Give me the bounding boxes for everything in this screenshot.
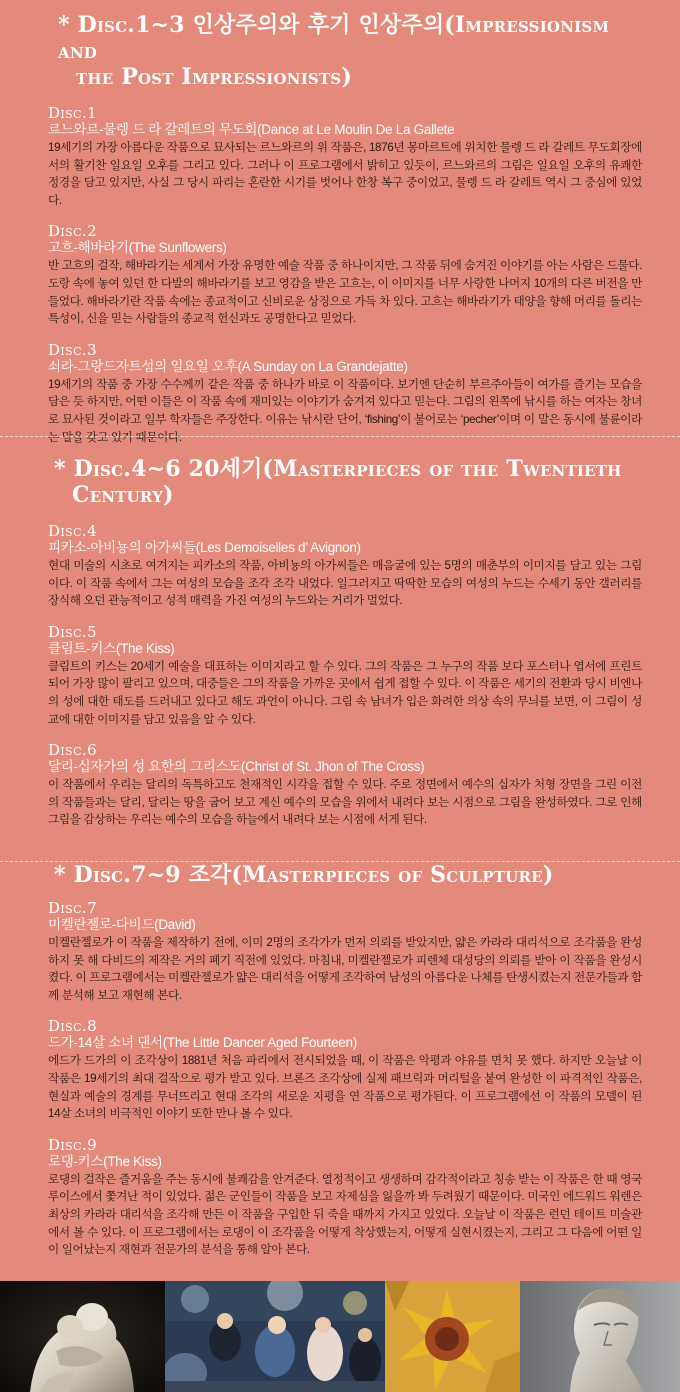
disc-item: [48, 223, 642, 327]
disc-item: [48, 342, 642, 446]
disc-label: Disc.4: [48, 522, 98, 540]
section-title-line1: * Disc.4~6 20세기(Masterpieces of the Twentieth: [54, 456, 622, 482]
artwork-image-strip: [0, 1281, 680, 1392]
artwork-description: 에드가 드가의 이 조각상이 1881년 처음 파리에서 전시되었을 때, 이 작품은 악평과 야유를 면치 못 했다. 하지만 오늘날 이 작품은 19세기의 최대 걸작으로 평가 받고 있다. 브론즈 조각상에 실제 패브릭과 머리털을 붙여 완성한 이 파격적인 작품은, 현실과 예술의 경계를 무너뜨리고 현대 조각의 새로운 지평을 연 작품으로 평가된다. 이 프로그램에선 이 작품의 모델이 된 14살 소녀의 비극적인 이야기 또한 만나 볼 수 있다.: [48, 1054, 642, 1121]
disc-label: Disc.2: [48, 222, 98, 241]
disc-item: [48, 900, 642, 1004]
artwork-title: 드가-14살 소녀 댄서(The Little Dancer Aged Fourteen): [48, 1035, 357, 1051]
artwork-title: 피카소-아비뇽의 아가씨들(Les Demoiselles d’ Avignon): [48, 540, 361, 555]
section-title-line1: * Disc.7~9 조각(Masterpieces of Sculpture): [54, 862, 554, 888]
disc-label: Disc.1: [48, 104, 98, 122]
disc-label: Disc.7: [48, 899, 98, 917]
section-sculpture: [0, 862, 680, 1259]
disc-label: Disc.6: [48, 741, 98, 760]
artwork-description: 19세기의 가장 아름다운 작품으로 묘사되는 르느와르의 위 작품은, 1876년 몽마르트에 위치한 물렝 드 라 갈레트 무도회장에서의 활기찬 일요일 오후를 그리고 있다. 그러나 이 프로그램에서 밝히고 있듯이, 르느와르의 그림은 일요일 오후의 유쾌한 정경을 담고 있지만, 사실 그 당시 파리는 혼란한 시기를 벗어나 한창 복구 중이었고, 물렝 드 라 갈레트 역시 그 중심에 있었다.: [48, 141, 642, 207]
section-impressionism: [0, 12, 680, 446]
michelangelo-david-image: [520, 1281, 680, 1392]
section-divider: [0, 436, 680, 437]
artwork-description: 클림트의 키스는 20세기 예술을 대표하는 이미지라고 할 수 있다. 그의 작품은 그 누구의 작품 보다 포스터나 엽서에 프린트 되어 가장 많이 팔리고 있으며, 대중들은 그의 작품을 가까운 곳에서 쉽게 접할 수 있다. 이 작품은 세기의 전환과 당시 비엔나의 성에 대한 태도를 드러내고 있다고 해도 과언이 아니다. 그림 속 남녀가 입은 화려한 의상 속의 무늬를 보면, 이 그림이 성교에 대한 이미지를 담고 있음을 알 수 있다.: [48, 659, 642, 726]
van-gogh-sunflowers-painting: [385, 1281, 520, 1392]
artwork-title: 고흐-해바라기(The Sunflowers): [48, 240, 227, 256]
rodin-kiss-image: [0, 1281, 165, 1392]
artwork-title: 달리-십자가의 성 요한의 그리스도(Christ of St. Jhon of The Cross): [48, 759, 425, 775]
artwork-title: 쇠라-그랑드자트섬의 일요일 오후(A Sunday on La Grandejatte): [48, 358, 408, 374]
artwork-description: 반 고흐의 걸작, 해바라기는 세계서 가장 유명한 예술 작품 중 하나이지만, 그 작품 뒤에 숨겨진 이야기를 아는 사람은 드물다. 도랑 속에 놓여 있던 한 다발의 해바라기를 보고 영감을 받은 고흐는, 이 이미지를 너무 사랑한 나머지 10개의 다른 버전을 만들었다. 해바라기란 작품 속에는 종교적이고 신비로운 상징으로 가득 차 있다. 고흐는 해바라기가 태양을 향해 머리를 돌리는 특성이, 신을 믿는 사람들의 종교적 헌신과도 공명한다고 믿었다.: [48, 259, 642, 326]
van-gogh-sunflowers-image: [385, 1281, 520, 1392]
section-title-line2: Century): [72, 482, 174, 508]
disc-item: [48, 1137, 642, 1259]
section-title-line1: * Disc.1~3 인상주의와 후기 인상주의(Impressionism and: [58, 12, 610, 64]
rodin-kiss-sculpture: [0, 1281, 165, 1392]
artwork-title: 로댕-키스(The Kiss): [48, 1153, 162, 1169]
artwork-description: 19세기의 작품 중 가장 수수께끼 같은 작품 중 하나가 바로 이 작품이다. 보기엔 단순히 부르주아들이 여가를 즐기는 모습을 담은 듯 하지만, 어떤 이들은 이 작품 속에 재미있는 이야기가 숨겨져 있다고 믿는다. 그림의 왼쪽에 낚시를 하는 여자는 창녀로 묘사된 것이라고 일부 학자들은 주장한다. 이유는 낚시란 단어, ‘fishing’이 불어로는 ‘pecher’이며 이 말은 동시에 불륜이라는 말을 갖고 있기 때문이다.: [48, 377, 642, 444]
disc-item: [48, 624, 642, 728]
artwork-title: 클림트-키스(The Kiss): [48, 640, 175, 656]
disc-label: Disc.3: [48, 340, 98, 359]
section-title: [48, 456, 642, 508]
disc-item: [48, 105, 642, 209]
section-title: [48, 12, 642, 90]
section-title-line2: the Post Impressionists): [76, 64, 352, 90]
artwork-description: 이 작품에서 우리는 달리의 독특하고도 천재적인 시각을 접할 수 있다. 주로 정면에서 예수의 십자가 처형 장면을 그린 이전의 작품들과는 달리, 달리는 땅을 굽어 보고 계신 예수의 모습을 위에서 내려다 보는 시점으로 그림을 완성하였다. 그로 인해 그림을 감상하는 우리는 예수의 모습을 하늘에서 내려다 보는 시점에 서게 된다.: [48, 778, 642, 827]
artwork-description: 현대 미술의 시초로 여겨지는 피카소의 작품, 아비뇽의 아가씨들은 매음굴에 있는 5명의 매춘부의 이미지를 담고 있는 그림이다. 이 작품 속에서 그는 여성의 모습을 조각 조각 내었다. 일그러지고 딱딱한 모습의 여성의 누드는 수세기 동안 갤러리를 장식해 오던 관능적이고 성적 매력을 가진 여성의 누드와는 거리가 멀었다.: [48, 559, 642, 608]
disc-item: [48, 523, 642, 610]
artwork-title: 미켈란젤로-다비드(David): [48, 917, 196, 932]
renoir-moulin-image: [165, 1281, 385, 1392]
section-twentieth-century: [0, 456, 680, 829]
michelangelo-david-sculpture: [520, 1281, 680, 1392]
disc-item: [48, 1018, 642, 1122]
disc-item: [48, 742, 642, 829]
disc-label: Disc.5: [48, 622, 98, 641]
artwork-title: 르느와르-물렝 드 라 갈레트의 무도회(Dance at Le Moulin De La Gallete: [48, 122, 455, 137]
disc-label: Disc.9: [48, 1135, 98, 1154]
artwork-description: 로댕의 걸작은 즐거움을 주는 동시에 불쾌감을 안겨준다. 열정적이고 생생하며 감각적이라고 칭송 받는 이 작품은 한 때 영국 루이스에서 쫓겨난 적이 있었다. 젊은 군인들이 작품을 보고 자제심을 잃을까 봐 두려웠기 때문이다. 미국인 에드워드 워렌은 최상의 카라라 대리석을 조각해 만든 이 작품을 구입한 뒤 죽을 때까지 가지고 있었다. 오늘날 이 작품은 런던 테이트 미술관에서 볼 수 있다. 이 프로그램에서는 로댕이 이 조각품을 어떻게 착상했는지, 어떻게 실현시켰는지, 그리고 그 다음에 어떤 일이 일어났는지 재현과 전문가의 분석을 통해 알아 본다.: [48, 1172, 642, 1257]
renoir-moulin-painting: [165, 1281, 385, 1392]
section-title: [48, 862, 642, 888]
disc-label: Disc.8: [48, 1017, 98, 1036]
artwork-description: 미켈란젤로가 이 작품을 제작하기 전에, 이미 2명의 조각가가 먼저 의뢰를 받았지만, 얇은 카라라 대리석으로 조각품을 완성하지 못 해 다비드의 제작은 거의 폐기 직전에 있었다. 마침내, 미켈란젤로가 피렌체 대성당의 의뢰를 받아 이 작품을 완성시켰다. 이 프로그램에서는 미켈란젤로가 얇은 대리석을 어떻게 조각하여 남성의 아름다운 나체를 탄생시켰는지 전문가들과 함께 분석해 보고 재현해 본다.: [48, 936, 642, 1002]
